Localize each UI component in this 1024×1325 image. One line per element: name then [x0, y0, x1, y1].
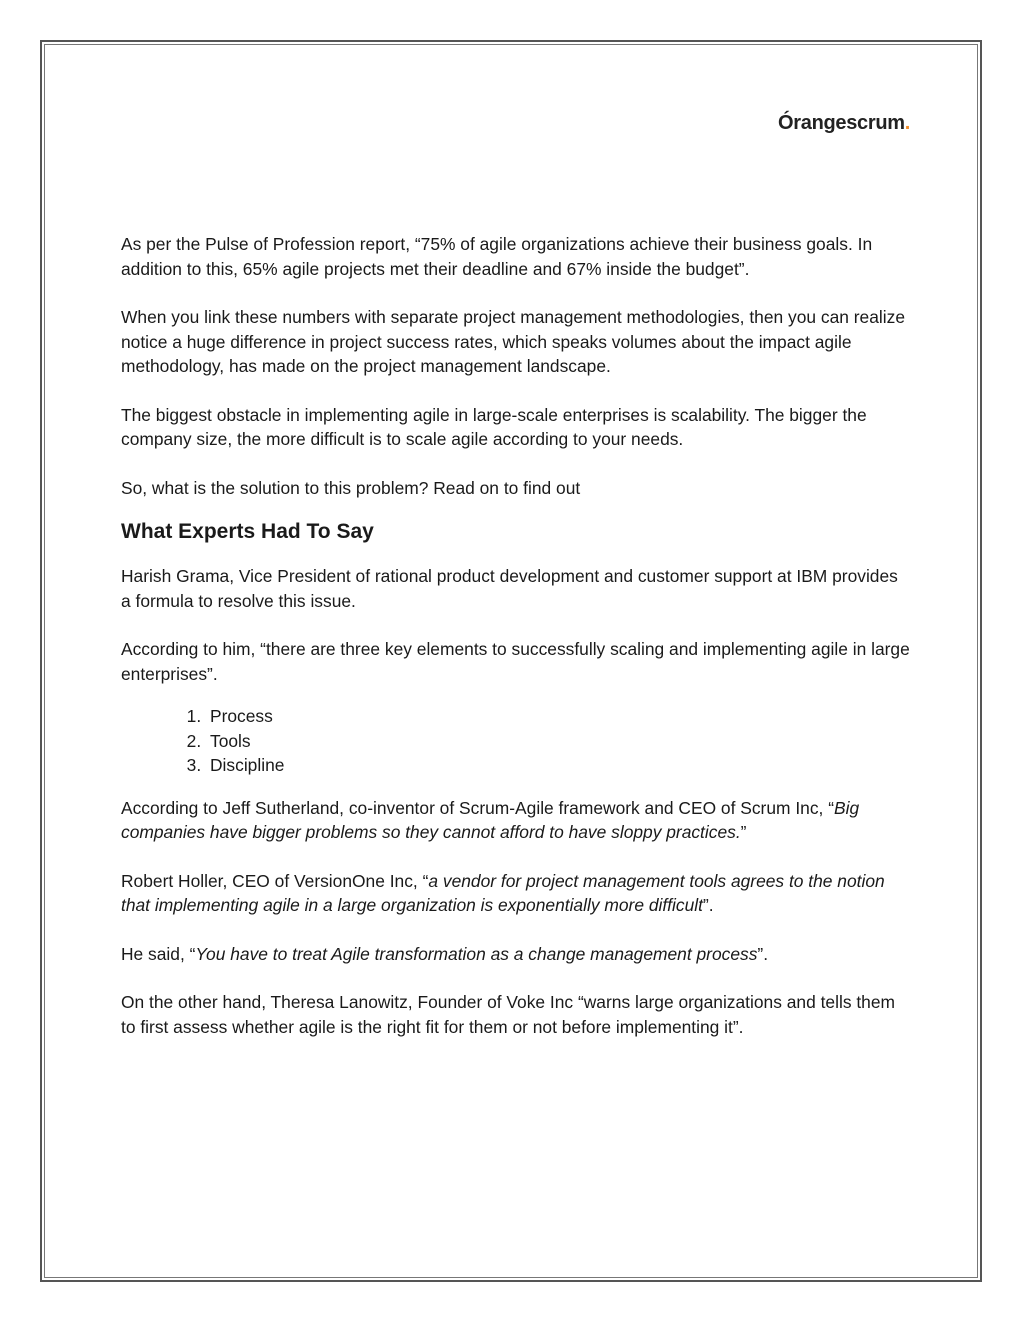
paragraph-harish-grama: Harish Grama, Vice President of rational product development and customer support at IBM provides a formula to resolve this issue.	[121, 566, 898, 611]
paragraph-theresa-lanowitz: On the other hand, Theresa Lanowitz, Founder of Voke Inc “warns large organizations and tells them to first assess whether agile is the right fit for them or not before implementing it”.	[121, 992, 896, 1037]
paragraph-pulse-report: As per the Pulse of Profession report, “75% of agile organizations achieve their business goals. In addition to this, 65% agile projects met their deadline and 67% inside the budget”.	[121, 234, 873, 279]
quote-intro: He said, “	[121, 943, 196, 964]
quote-text: a vendor for project management tools agrees to the notion that implementing agile in a large organization is exponentially more difficult	[121, 870, 885, 915]
paragraph-obstacle: The biggest obstacle in implementing agile in large-scale enterprises is scalability. The bigger the company size, the more difficult is to scale agile according to your needs.	[121, 404, 867, 449]
document-body	[121, 232, 911, 1039]
paragraph-methodologies: When you link these numbers with separate project management methodologies, then you can realize notice a huge difference in project success rates, which speaks volumes about the impact agile methodology, has made on the project management landscape.	[121, 307, 905, 376]
paragraph-jeff-sutherland	[121, 796, 911, 845]
paragraph-solution: So, what is the solution to this problem? Read on to find out	[121, 477, 581, 498]
quote-close: ”	[740, 822, 747, 842]
quote-intro: According to Jeff Sutherland, co-inventor of Scrum-Agile framework and CEO of Scrum Inc, “	[121, 797, 834, 818]
list-item: 3. Discipline	[206, 753, 911, 778]
paragraph-he-said	[121, 942, 911, 967]
quote-close: ”.	[757, 943, 769, 964]
list-item: 2. Tools	[206, 729, 911, 754]
orangescrum-logo	[778, 112, 910, 135]
quote-close: ”.	[702, 895, 714, 915]
quote-text: Big companies have bigger problems so they cannot afford to have sloppy practices.	[121, 797, 860, 842]
quote-intro: Robert Holler, CEO of VersionOne Inc, “	[121, 870, 429, 891]
quote-text: You have to treat Agile transformation as a change management process	[195, 943, 758, 964]
logo-text: Órangescrum	[778, 112, 905, 134]
logo-accent: .	[904, 112, 911, 134]
section-heading: What Experts Had To Say	[121, 520, 374, 543]
paragraph-key-elements: According to him, “there are three key elements to successfully scaling and implementing agile in large enterprises”.	[121, 639, 910, 684]
list-item: 1. Process	[206, 704, 911, 729]
paragraph-robert-holler	[121, 869, 911, 918]
key-elements-list	[121, 704, 911, 778]
